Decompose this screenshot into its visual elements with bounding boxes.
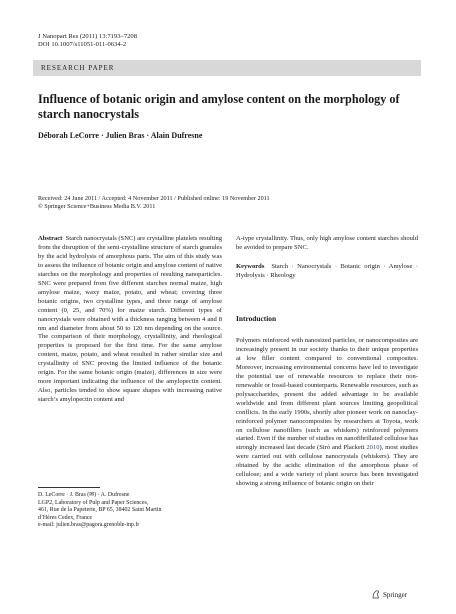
abstract-heading: Abstract: [38, 235, 63, 242]
introduction-heading: Introduction: [236, 314, 277, 323]
author-affiliation: [38, 492, 222, 530]
affiliation-names: D. LeCorre · J. Bras (✉) · A. Dufresne: [38, 492, 130, 498]
abstract-continuation: A-type crystallinity. Thus, only high amylose content starches should be avoided to prepare SNC.: [236, 235, 418, 251]
keywords-section: [236, 263, 418, 281]
author-list: Déborah LeCorre · Julien Bras · Alain Dufresne: [38, 131, 203, 140]
affiliation-email: e-mail: julien.bras@pagora.grenoble-inp.fr: [38, 522, 140, 529]
abstract-text: Starch nanocrystals (SNC) are crystalline platelets resulting from the disruption of the semi-crystalline structure of starch granules by the acid hydrolysis of amorphous parts. The aim of this study was to assess the influence of botanic origin and amylose content of native starches on the morphology and properties of resulting nanoparticles. SNC were prepared from five different starches normal maize, high amylose maize, waxy maize, potato, and wheat; covering three botanic origins, two crystalline types, and three range of amylose content (0, 25, and 70%) for maize starch. Different types of nanocrystals were obtained with a thickness ranging between 4 and 8 nm and diameter from about 50 to 120 nm depending on the source. The comparison of their morphology, crystallinity, and rheological properties is proposed for the first time. For the same amylose content, maize, potato, and wheat resulted in rather similar size and crystallinity of SNC proving the limited influence of the botanic origin. For the same botanic origin (maize), differences in size were more important indicating the influence of the amylopectin content. Also, particles tended to show square shapes with increasing native starch’s amylopectin content and: [38, 235, 223, 404]
dates-line: Received: 24 June 2011 / Accepted: 4 November 2011 / Published online: 19 November 2011: [38, 195, 270, 202]
keywords-text: Starch · Nanocrystals · Botanic origin · Amylose · Hydrolysis · Rheology: [236, 263, 419, 279]
affiliation-line: d’Hères Cedex, France: [38, 514, 93, 521]
copyright-line: © Springer Science+Business Media B.V. 2011: [38, 203, 156, 211]
footnote-rule: [38, 487, 100, 488]
publisher-name: Springer: [383, 590, 408, 599]
publisher-footer: [372, 590, 407, 599]
citation-link[interactable]: 2010: [366, 444, 380, 452]
journal-header: [38, 33, 137, 50]
article-type-banner: RESEARCH PAPER: [33, 60, 421, 76]
springer-horse-icon: [372, 590, 380, 599]
journal-doi: DOI 10.1007/s11051-011-0634-2: [38, 41, 127, 49]
introduction-text: [236, 337, 418, 489]
keywords-heading: Keywords: [236, 263, 265, 270]
affiliation-line: LGP2, Laboratory of Pulp and Paper Sciences,: [38, 499, 149, 506]
intro-text-before: Polymers reinforced with nanosized particles, or nanocomposites are increasingly present in our society thanks to their unique properties at low filler content compared to conventional composites. Moreover, increasing environmental concerns have led to investigate the potential use of renewable resources to replace their non-renewable or fossil-based counterparts. Renewable resources, such as polysaccharides, present the added advantage to be available worldwide and from different plant sources limiting geopolitical conflicts. In the early 1990s, shortly after pioneer work on nanoclay-reinforced polymer nanocomposites by researchers at Toyota, work on cellulose nanofillers (such as whiskers) reinforced polymers started. Even if the number of studies on nanofibrillated cellulose has strongly increased last decade (Siró and Plackett: [236, 337, 418, 452]
journal-citation: J Nanopart Res (2011) 13:7193–7208: [38, 33, 138, 40]
publication-dates: [38, 195, 428, 211]
abstract-section: [38, 235, 222, 405]
affiliation-line: 461, Rue de la Papeterie, BP 65, 38402 Saint Martin: [38, 507, 162, 514]
article-title: Influence of botanic origin and amylose content on the morphology of starch nanocrystals: [38, 92, 400, 121]
intro-text-after: ), most studies were carried out with cellulose nanocrystals (whiskers). They are obtained by the acidic elimination of the amorphous phase of cellulose; and a wide variety of plant source has been investigated showing a strong influence of botanic origin on their: [236, 444, 419, 488]
